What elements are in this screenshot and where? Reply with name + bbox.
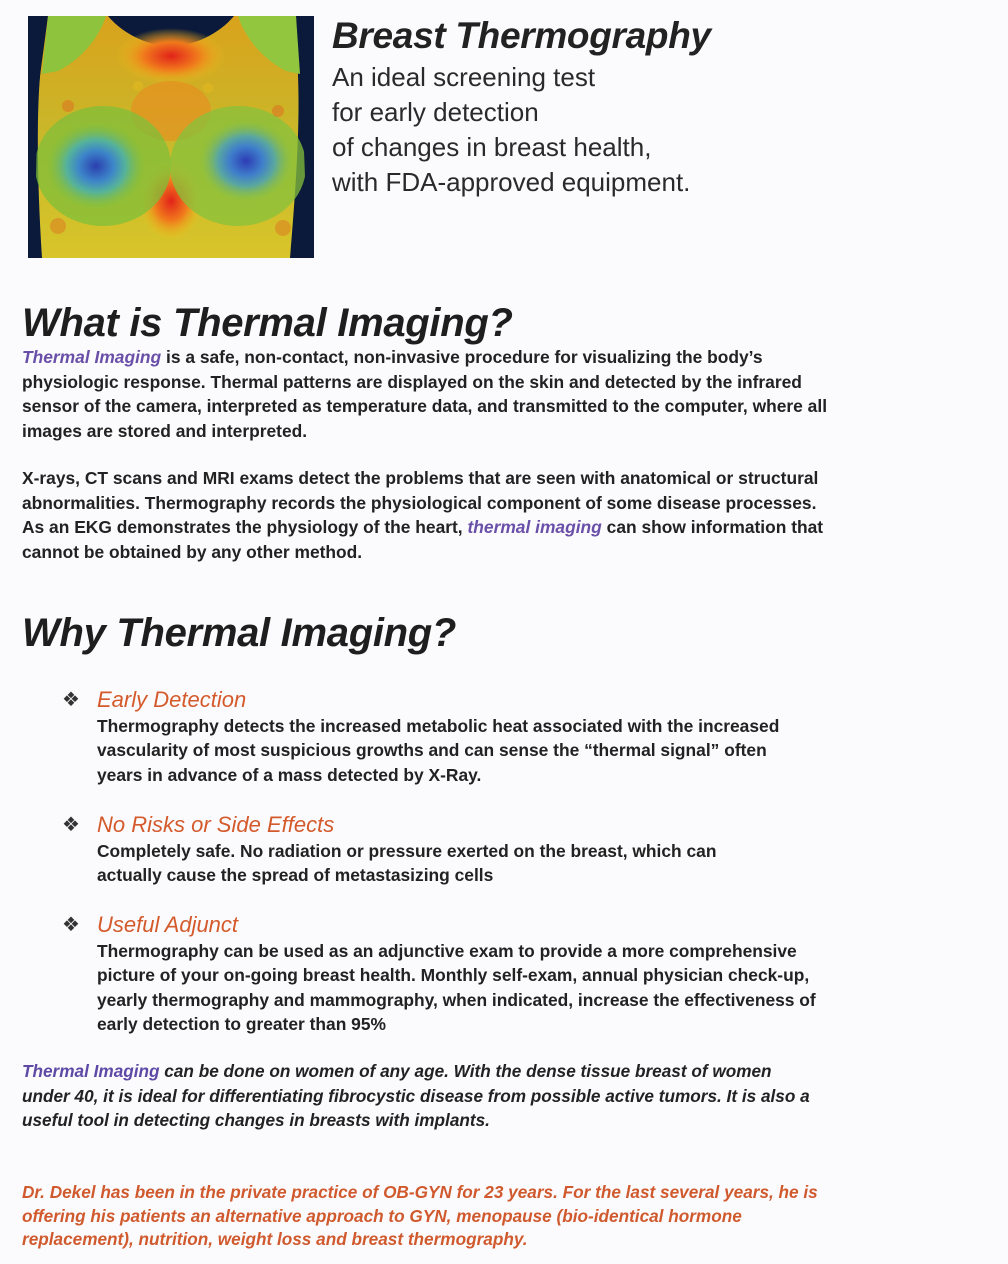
what-paragraph-2	[22, 466, 1002, 564]
paragraph-line: cannot be obtained by any other method.	[22, 541, 363, 562]
subtitle-line: with FDA-approved equipment.	[332, 167, 691, 197]
bullet-line: picture of your on-going breast health. Monthly self-exam, annual physician check-up,	[97, 965, 810, 986]
bullet-line: early detection to greater than 95%	[97, 1014, 386, 1035]
bullet-line: yearly thermography and mammography, when indicated, increase the effectiveness of	[97, 989, 816, 1010]
paragraph-line	[22, 1059, 1006, 1084]
highlight-term: Thermal Imaging	[22, 347, 162, 367]
page-subtitle	[332, 60, 690, 200]
page-title: Breast Thermography	[332, 15, 711, 56]
bullet-title: Useful Adjunct	[97, 912, 239, 937]
what-paragraph-1	[22, 345, 1002, 443]
bullet-body	[97, 939, 816, 1037]
why-heading: Why Thermal Imaging?	[22, 611, 457, 655]
paragraph-line: images are stored and interpreted.	[22, 420, 308, 441]
bullet-title: Early Detection	[97, 687, 247, 712]
closing-line: replacement), nutrition, weight loss and breast thermography.	[22, 1229, 528, 1250]
bullet-line: Thermography can be used as an adjunctive exam to provide a more comprehensive	[97, 941, 797, 961]
closing-line: Dr. Dekel has been in the private practice of OB-GYN for 23 years. For the last several years, he is	[22, 1182, 818, 1202]
diamond-bullet-icon: ❖	[62, 689, 80, 711]
highlight-term: thermal imaging	[467, 517, 602, 538]
highlight-term: Thermal Imaging	[22, 1061, 160, 1081]
thermogram-graphic	[28, 16, 314, 258]
subtitle-line: An ideal screening test	[332, 62, 596, 92]
line-text: can be done on women of any age. With the dense tissue breast of women	[159, 1061, 772, 1081]
age-note-paragraph	[22, 1059, 1006, 1133]
bullet-line: vascularity of most suspicious growths and can sense the “thermal signal” often	[97, 740, 767, 761]
closing-line: offering his patients an alternative approach to GYN, menopause (bio-identical hormone	[22, 1205, 742, 1226]
paragraph-line: under 40, it is ideal for differentiating fibrocystic disease from possible active tumors. It is also a	[22, 1085, 810, 1106]
bullet-line: Completely safe. No radiation or pressure exerted on the breast, which can	[97, 841, 717, 861]
diamond-bullet-icon: ❖	[62, 814, 80, 836]
line-text: can show information that	[601, 517, 824, 538]
closing-paragraph	[22, 1181, 1006, 1252]
diamond-bullet-icon: ❖	[62, 914, 80, 936]
line-text: is a safe, non-contact, non-invasive procedure for visualizing the body’s	[161, 347, 763, 367]
bullet-body	[97, 839, 716, 888]
bullet-body	[97, 714, 779, 787]
paragraph-line: sensor of the camera, interpreted as temperature data, and transmitted to the computer, where all	[22, 396, 828, 417]
paragraph-line: useful tool in detecting changes in breasts with implants.	[22, 1110, 490, 1131]
bullet-title: No Risks or Side Effects	[97, 812, 335, 837]
paragraph-line	[22, 345, 1002, 370]
what-heading: What is Thermal Imaging?	[22, 301, 513, 345]
bullet-line: Thermography detects the increased metabolic heat associated with the increased	[97, 716, 780, 736]
thermogram-image	[28, 16, 314, 258]
paragraph-line: X-rays, CT scans and MRI exams detect the problems that are seen with anatomical or structural	[22, 468, 819, 488]
paragraph-line: abnormalities. Thermography records the physiological component of some disease processes.	[22, 492, 817, 513]
subtitle-line: of changes in breast health,	[332, 132, 652, 162]
paragraph-line	[22, 515, 1002, 540]
paragraph-line: physiologic response. Thermal patterns are displayed on the skin and detected by the infrared	[22, 371, 802, 392]
subtitle-line: for early detection	[332, 97, 539, 127]
bullet-line: years in advance of a mass detected by X-Ray.	[97, 764, 482, 785]
line-text: As an EKG demonstrates the physiology of the heart,	[22, 517, 468, 538]
bullet-line: actually cause the spread of metastasizing cells	[97, 865, 494, 886]
